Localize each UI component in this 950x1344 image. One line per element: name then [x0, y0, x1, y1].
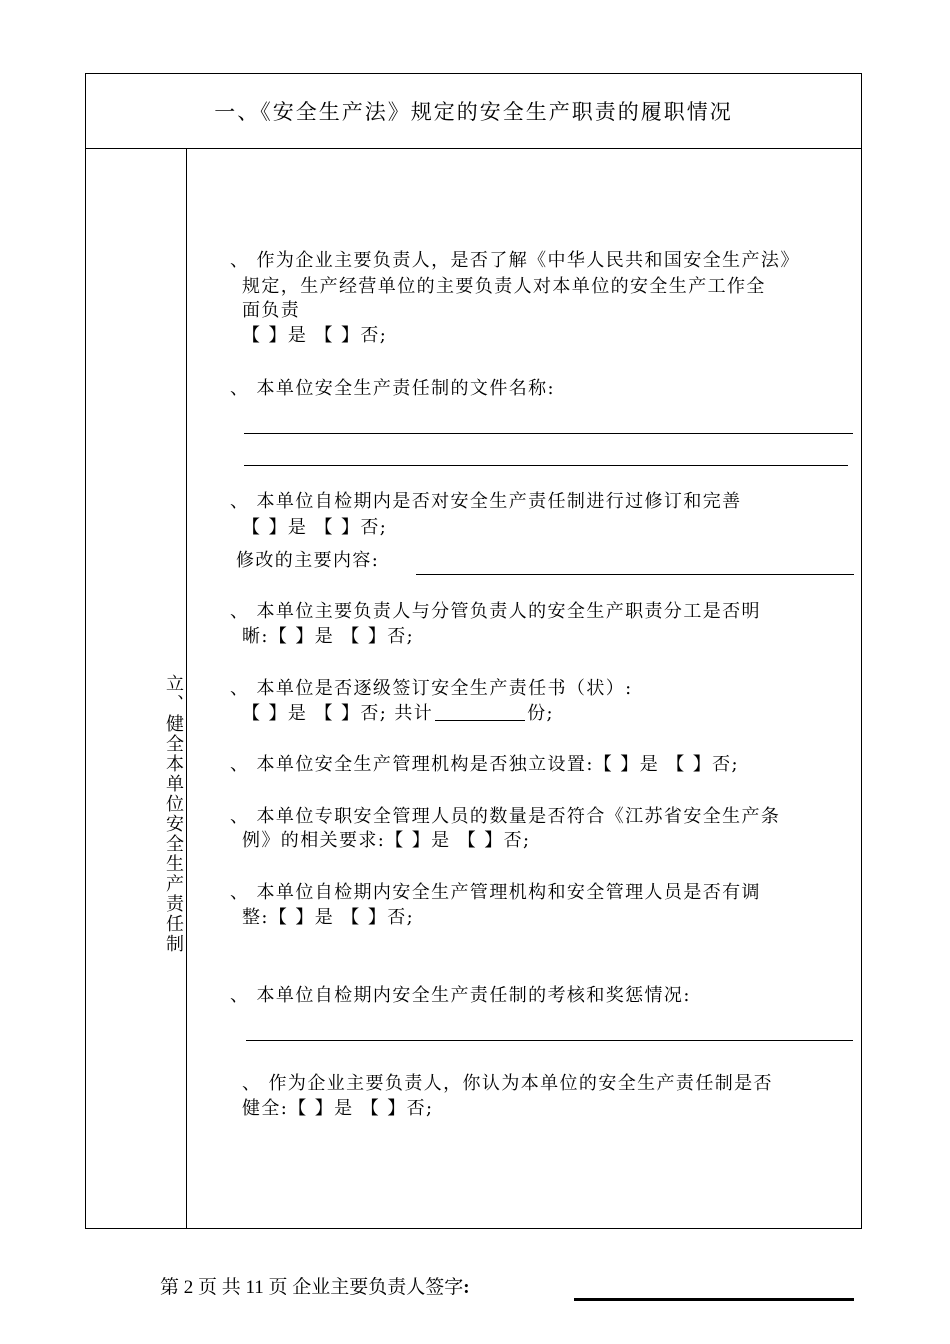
- q10-line1: 、 作为企业主要负责人，你认为本单位的安全生产责任制是否: [242, 1073, 773, 1094]
- q3-modification-label: 修改的主要内容:: [236, 550, 380, 571]
- q4-line1: 、 本单位主要负责人与分管负责人的安全生产职责分工是否明: [230, 601, 761, 622]
- q3-options[interactable]: 【 】是 【 】否;: [242, 517, 388, 538]
- q1-line2: 规定，生产经营单位的主要负责人对本单位的安全生产工作全: [242, 276, 766, 297]
- page-number-text: 第 2 页 共 11 页 企业主要负责人签字: [160, 1277, 464, 1298]
- signature-line[interactable]: [574, 1298, 854, 1301]
- q9-answer-line[interactable]: [246, 1040, 853, 1041]
- q2-answer-line-1[interactable]: [244, 433, 853, 434]
- q7-line1: 、 本单位专职安全管理人员的数量是否符合《江苏省安全生产条: [230, 806, 781, 827]
- q3-modification-line[interactable]: [416, 574, 854, 575]
- q5-line1: 、 本单位是否逐级签订安全生产责任书（状）:: [230, 678, 633, 699]
- q8-line2[interactable]: 整:【 】是 【 】否;: [242, 907, 415, 928]
- signature-colon: :: [463, 1277, 470, 1298]
- q1-line1: 、 作为企业主要负责人，是否了解《中华人民共和国安全生产法》: [230, 250, 800, 271]
- q5-options[interactable]: [242, 702, 554, 726]
- q5-count-unit: 份;: [527, 703, 555, 724]
- category-label: 立、健全本单位安全生产责任制: [163, 674, 184, 954]
- q4-line2[interactable]: 晰:【 】是 【 】否;: [242, 626, 415, 647]
- q1-options[interactable]: 【 】是 【 】否;: [242, 325, 388, 346]
- section-title: 一、《安全生产法》规定的安全生产职责的履职情况: [86, 74, 861, 149]
- page-footer: [160, 1272, 470, 1299]
- q10-line2[interactable]: 健全:【 】是 【 】否;: [242, 1098, 434, 1119]
- q1-line3: 面负责: [242, 300, 301, 321]
- q6-line1[interactable]: 、 本单位安全生产管理机构是否独立设置:【 】是 【 】否;: [230, 754, 740, 775]
- q7-line2[interactable]: 例》的相关要求:【 】是 【 】否;: [242, 830, 531, 851]
- q5-options-choices[interactable]: 【 】是 【 】否; 共计: [242, 703, 434, 724]
- q8-line1: 、 本单位自检期内安全生产管理机构和安全管理人员是否有调: [230, 882, 761, 903]
- q2-line1: 、 本单位安全生产责任制的文件名称:: [230, 378, 555, 399]
- q9-line1: 、 本单位自检期内安全生产责任制的考核和奖惩情况:: [230, 985, 691, 1006]
- q5-count-blank[interactable]: [435, 702, 525, 721]
- q3-line1: 、 本单位自检期内是否对安全生产责任制进行过修订和完善: [230, 491, 742, 512]
- q2-answer-line-2[interactable]: [244, 465, 848, 466]
